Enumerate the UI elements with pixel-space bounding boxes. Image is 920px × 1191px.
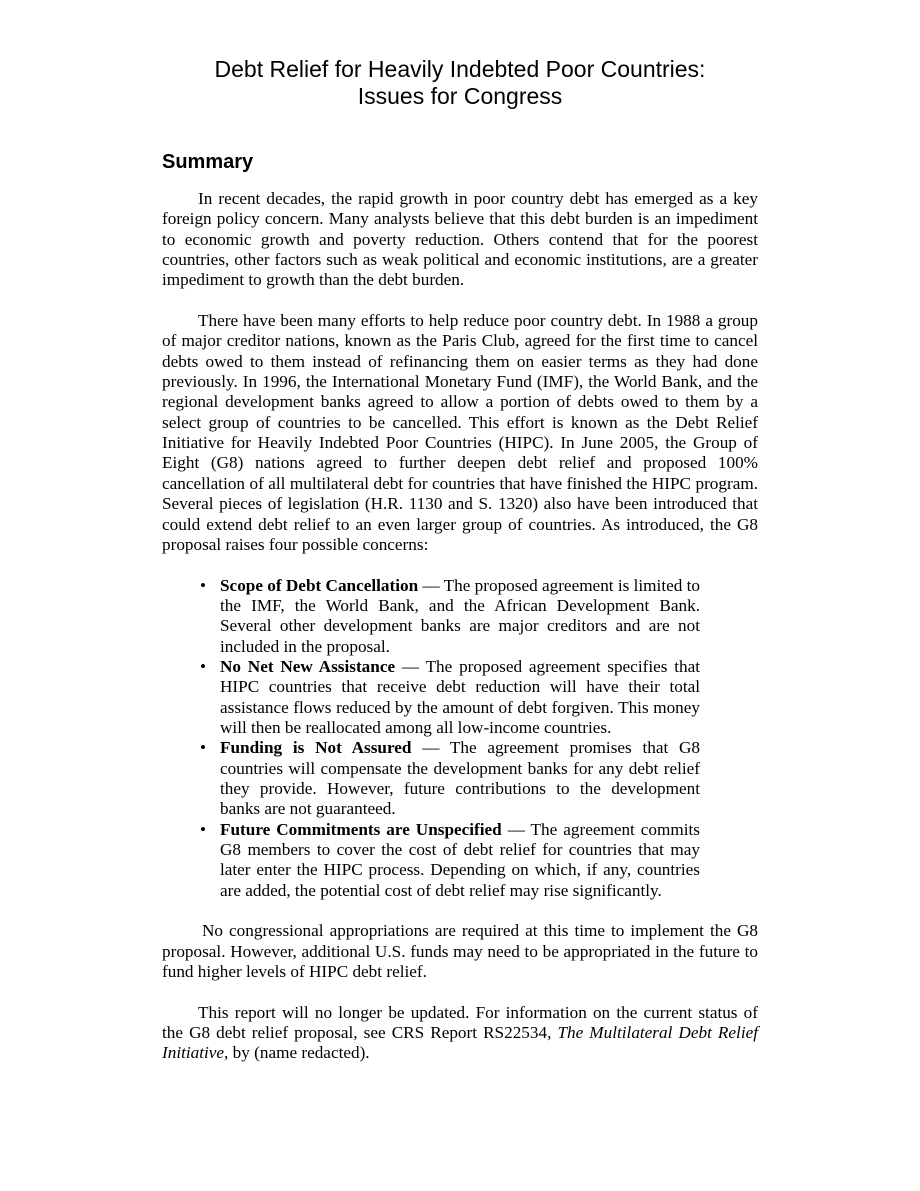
bullet-term: No Net New Assistance xyxy=(220,656,396,676)
report-status-end: , by (name redacted). xyxy=(224,1043,370,1063)
concerns-list xyxy=(162,576,758,902)
bullet-text: — The agreement commits G8 members to cover the cost of debt relief for countries that may later enter the HIPC process. Depending on which, if any, countries are added, the potential cost of debt relief may rise significantly. xyxy=(220,819,700,900)
report-title-link: The Multilateral Debt Relief Initiative xyxy=(162,1023,758,1063)
list-item xyxy=(200,656,700,738)
paragraph-report-status xyxy=(162,1003,758,1064)
paragraph-intro: In recent decades, the rapid growth in poor country debt has emerged as a key foreign policy concern. Many analysts believe that this debt burden is an impediment to economic growth and poverty reduction. Others contend that for the poorest countries, other factors such as weak political and economic institutions, are a greater impediment to growth than the debt burden. xyxy=(162,189,758,290)
bullet-icon: • xyxy=(200,738,207,758)
bullet-term: Funding is Not Assured xyxy=(220,738,412,758)
bullet-icon: • xyxy=(200,656,207,676)
paragraph-history: There have been many efforts to help reduce poor country debt. In 1988 a group of major creditor nations, known as the Paris Club, agreed for the first time to cancel debts owed to them instead of refinancing them on easier terms as they had done previously. In 1996, the International Monetary Fund (IMF), the World Bank, and the regional development banks agreed to allow a portion of debts owed to them by a select group of countries to be cancelled. This effort is known as the Debt Relief Initiative for Heavily Indebted Poor Countries (HIPC). In June 2005, the Group of Eight (G8) nations agreed to further deepen debt relief and proposed 100% cancellation of all multilateral debt for countries that have finished the HIPC program. Several pieces of legislation (H.R. 1130 and S. 1320) also have been introduced that could extend debt relief to an even larger group of countries. As introduced, the G8 proposal raises four possible concerns: xyxy=(162,311,758,554)
document-page xyxy=(162,56,758,1064)
report-status-text: This report will no longer be updated. For information on the current status of the G8 debt relief proposal, see CRS Report RS22534, xyxy=(162,1002,758,1043)
paragraph-appropriations: No congressional appropriations are required at this time to implement the G8 proposal. However, additional U.S. funds may need to be appropriated in the future to fund higher levels of HIPC debt relief. xyxy=(162,921,758,982)
list-item xyxy=(200,819,700,901)
list-item xyxy=(200,738,700,819)
bullet-icon: • xyxy=(200,575,207,595)
title-line-1: Debt Relief for Heavily Indebted Poor Countries: xyxy=(214,56,706,82)
summary-heading: Summary xyxy=(162,151,254,173)
list-item xyxy=(200,575,701,657)
bullet-text: — The agreement promises that G8 countries will compensate the development banks for any debt relief they provide. However, future contributions to the development banks are not guaranteed. xyxy=(220,738,700,819)
bullet-term: Future Commitments are Unspecified xyxy=(220,819,502,839)
document-title xyxy=(162,56,758,110)
title-line-2: Issues for Congress xyxy=(357,83,563,109)
bullet-text: — The proposed agreement is limited to the IMF, the World Bank, and the African Development Bank. Several other development banks are major creditors and are not included in the proposal. xyxy=(220,575,701,656)
bullet-icon: • xyxy=(200,819,207,839)
bullet-term: Scope of Debt Cancellation xyxy=(220,575,419,595)
bullet-text: — The proposed agreement specifies that HIPC countries that receive debt reduction will have their total assistance flows reduced by the amount of debt forgiven. This money will then be reallocated among all low-income countries. xyxy=(220,656,700,737)
